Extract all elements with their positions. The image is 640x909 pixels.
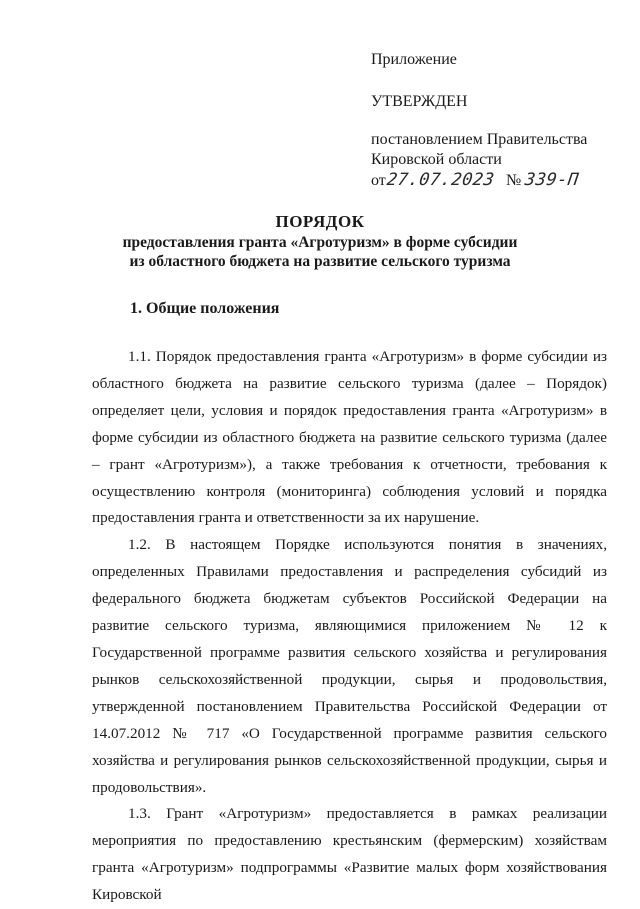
date-prefix: от bbox=[371, 172, 386, 189]
section-title: 1. Общие положения bbox=[130, 300, 280, 317]
document-heading bbox=[100, 211, 540, 271]
paragraph-1-3: 1.3. Грант «Агротуризм» предоставляется в рамках реализации мероприятия по предоставлению крестьянским (фермерским) хозяйствам гранта «Агротуризм» подпрограммы «Развитие малых форм хозяйствования Кировской bbox=[92, 805, 607, 904]
document-subtitle-line2: из областного бюджета на развитие сельского туризма bbox=[129, 253, 511, 270]
date-number-row bbox=[371, 170, 621, 191]
document-title: ПОРЯДОК bbox=[275, 212, 365, 231]
approved-label: УТВЕРЖДЕН bbox=[371, 93, 468, 110]
number-block bbox=[506, 170, 579, 191]
approved-by-line1: постановлением Правительства bbox=[371, 131, 588, 148]
handwritten-date: 27.07.2023 bbox=[385, 170, 496, 190]
body-text bbox=[92, 344, 607, 909]
appendix-label: Приложение bbox=[371, 51, 457, 68]
number-prefix: № bbox=[506, 172, 522, 189]
paragraph-1-2: 1.2. В настоящем Порядке используются понятия в значениях, определенных Правилами предоставления и распределения субсидий из федерального бюджета бюджетам субъектов Российской Федерации на развитие сельского туризма, являющимися приложением № 12 к Государственной программе развития сельского хозяйства и регулирования рынков сельскохозяйственной продукции, сырья и продовольствия, утвержденной постановлением Правительства Российской Федерации от 14.07.2012 № 717 «О Государственной программе развития сельского хозяйства и регулирования рынков сельскохозяйственной продукции, сырья и продовольствия». bbox=[92, 536, 607, 796]
handwritten-number: 339-П bbox=[523, 170, 581, 190]
document-subtitle-line1: предоставления гранта «Агротуризм» в форме субсидии bbox=[122, 234, 518, 251]
approval-block bbox=[371, 50, 621, 191]
approved-by-line2: Кировской области bbox=[371, 151, 502, 168]
paragraph-1-1: 1.1. Порядок предоставления гранта «Агротуризм» в форме субсидии из областного бюджета на развитие сельского туризма (далее – Порядок) определяет цели, условия и порядок предоставления гранта «Агротуризм» в форме субсидии из областного бюджета на развитие сельского туризма (далее – грант «Агротуризм»), а также требования к отчетности, требования к осуществлению контроля (мониторинга) соблюдения условий и порядка предоставления гранта и ответственности за их нарушение. bbox=[92, 348, 607, 527]
